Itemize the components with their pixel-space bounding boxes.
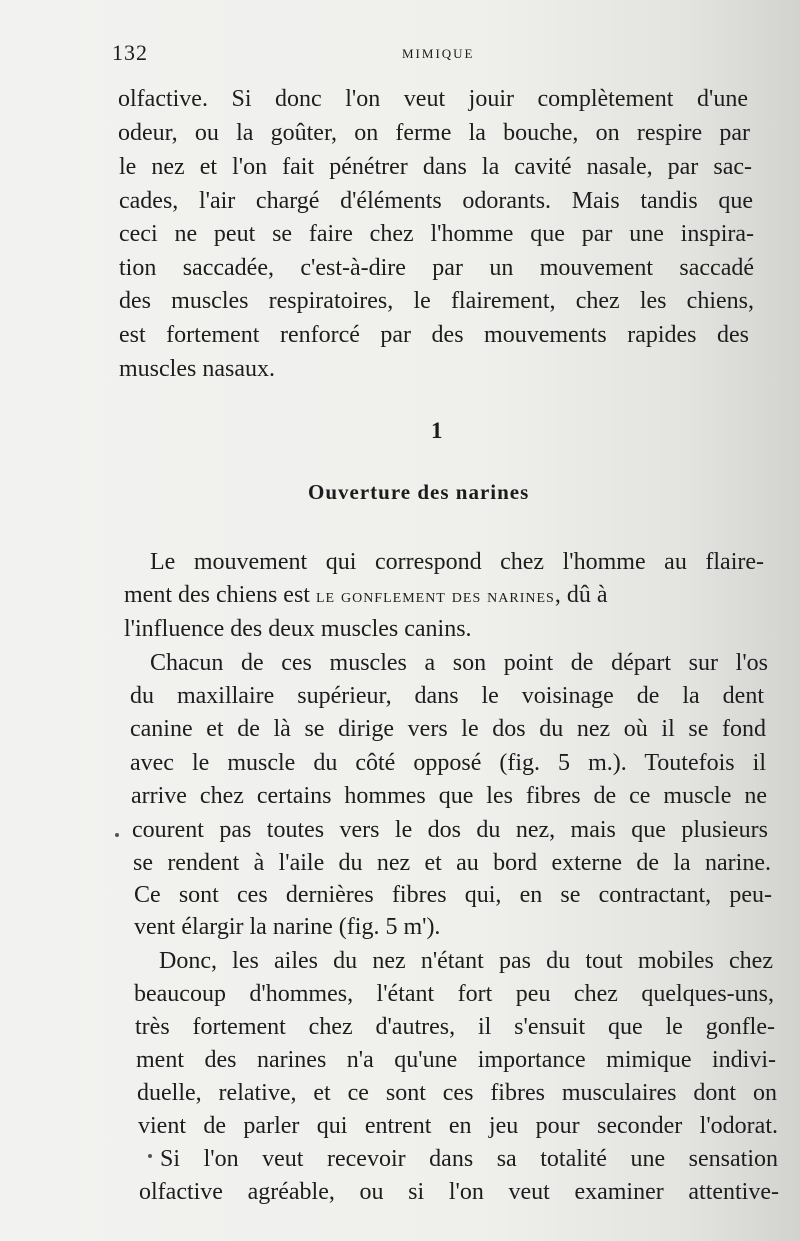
text-line: très fortement chez d'autres, il s'ensuit que le gonfle-: [135, 1014, 775, 1040]
page-header: [112, 40, 716, 70]
text-line: Ce sont ces dernières fibres qui, en se contractant, peu-: [134, 882, 772, 908]
text-line: se rendent à l'aile du nez et au bord externe de la narine.: [133, 850, 771, 876]
section-number: 1: [431, 418, 443, 443]
text-line: vient de parler qui entrent en jeu pour seconder l'odorat.: [138, 1113, 778, 1139]
text-line: Donc, les ailes du nez n'étant pas du tout mobiles chez: [159, 948, 773, 974]
text-line: ment des narines n'a qu'une importance mimique indivi-: [136, 1047, 776, 1073]
scan-speck: [115, 833, 119, 837]
text-line: Le mouvement qui correspond chez l'homme au flaire-: [150, 549, 764, 575]
text-line: muscles nasaux.: [119, 356, 275, 382]
text-fragment: ment des chiens est: [124, 582, 310, 608]
text-line: Si l'on veut recevoir dans sa totalité une sensation: [160, 1146, 778, 1172]
scan-speck: [148, 1154, 152, 1158]
text-line: tion saccadée, c'est-à-dire par un mouvement saccadé: [119, 255, 754, 281]
running-head: MIMIQUE: [402, 46, 475, 61]
text-line: des muscles respiratoires, le flairement, chez les chiens,: [119, 288, 754, 314]
text-line: duelle, relative, et ce sont ces fibres musculaires dont on: [137, 1080, 777, 1106]
text-line: vent élargir la narine (fig. 5 m').: [134, 914, 441, 940]
text-line: canine et de là se dirige vers le dos du nez où il se fond: [130, 716, 766, 742]
text-line: courent pas toutes vers le dos du nez, mais que plusieurs: [132, 817, 768, 843]
text-line: l'influence des deux muscles canins.: [124, 616, 472, 642]
text-line: olfactive. Si donc l'on veut jouir complètement d'une: [118, 86, 748, 112]
text-fragment: , dû à: [554, 582, 608, 608]
text-line: cades, l'air chargé d'éléments odorants. Mais tandis que: [119, 188, 753, 214]
text-line: est fortement renforcé par des mouvements rapides des: [119, 322, 749, 348]
section-title: Ouverture des narines: [308, 480, 530, 504]
text-line: Chacun de ces muscles a son point de départ sur l'os: [150, 650, 768, 676]
text-line: olfactive agréable, ou si l'on veut examiner attentive-: [139, 1179, 779, 1205]
text-line: ceci ne peut se faire chez l'homme que par une inspira-: [119, 221, 754, 247]
text-line: beaucoup d'hommes, l'étant fort peu chez quelques-uns,: [134, 981, 774, 1007]
text-line: du maxillaire supérieur, dans le voisinage de la dent: [130, 683, 764, 709]
text-line: arrive chez certains hommes que les fibres de ce muscle ne: [131, 783, 767, 809]
smallcaps-phrase: le gonflement des narines: [315, 585, 555, 607]
text-line: avec le muscle du côté opposé (fig. 5 m.). Toutefois il: [130, 750, 766, 776]
text-line-with-smallcaps: [124, 580, 764, 611]
page-number: 132: [112, 40, 148, 65]
text-line: odeur, ou la goûter, on ferme la bouche, on respire par: [118, 120, 750, 146]
text-line: le nez et l'on fait pénétrer dans la cavité nasale, par sac-: [119, 154, 752, 180]
